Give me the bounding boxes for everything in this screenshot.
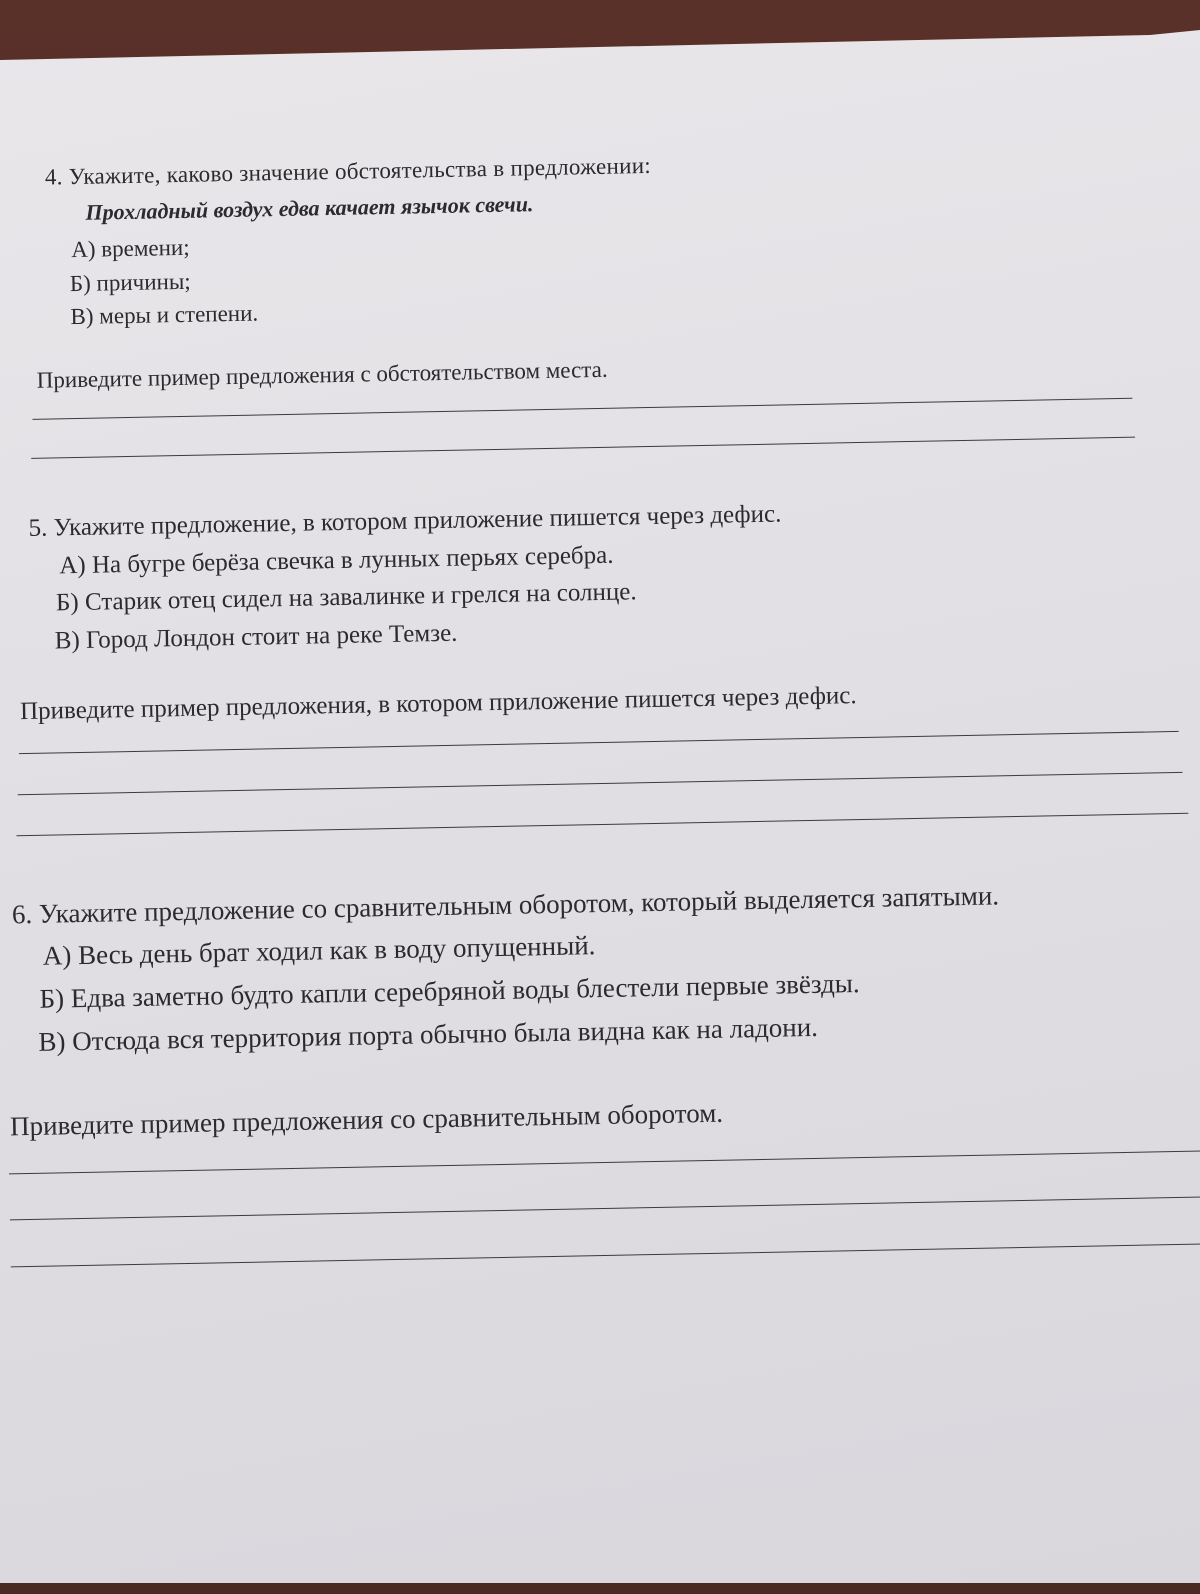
answer-line [19, 731, 1179, 754]
answer-line [31, 437, 1135, 459]
question-4-option-c: В) меры и степени. [70, 300, 259, 330]
question-4-option-a: А) времени; [71, 234, 190, 263]
question-6-option-c: В) Отсюда вся территория порта обычно была видна как на ладони. [38, 1011, 819, 1057]
answer-line [10, 1196, 1200, 1220]
question-6-option-b: Б) Едва заметно будто капли серебряной воды блестели первые звёзды. [39, 968, 860, 1014]
question-4-task: Приведите пример предложения с обстоятельством места. [36, 356, 608, 393]
question-5-task: Приведите пример предложения, в котором приложение пишется через дефис. [19, 682, 857, 726]
question-5-option-a: А) На бугре берёза свечка в лунных перьях серебра. [59, 541, 614, 580]
question-4-option-b: Б) причины; [69, 268, 191, 297]
question-5-option-c: В) Город Лондон стоит на реке Темзе. [54, 619, 458, 655]
question-5-title: 5. Укажите предложение, в котором приложение пишется через дефис. [28, 500, 782, 542]
question-6-option-a: А) Весь день брат ходил как в воду опущенный. [42, 930, 596, 971]
question-4-title: 4. Укажите, каково значение обстоятельства в предложении: [44, 152, 652, 190]
answer-line [32, 398, 1132, 420]
question-6-task: Приведите пример предложения со сравнительным оборотом. [9, 1097, 724, 1142]
question-4-sentence: Прохладный воздух едва качает язычок свечи. [85, 191, 534, 225]
answer-line [9, 1150, 1200, 1174]
question-6-title: 6. Укажите предложение со сравнительным оборотом, который выделяется запятыми. [11, 880, 1000, 930]
answer-line [11, 1243, 1200, 1267]
answer-line [18, 772, 1183, 795]
answer-line [16, 813, 1188, 836]
question-5-option-b: Б) Старик отец сидел на завалинке и грелся на солнце. [55, 578, 637, 617]
